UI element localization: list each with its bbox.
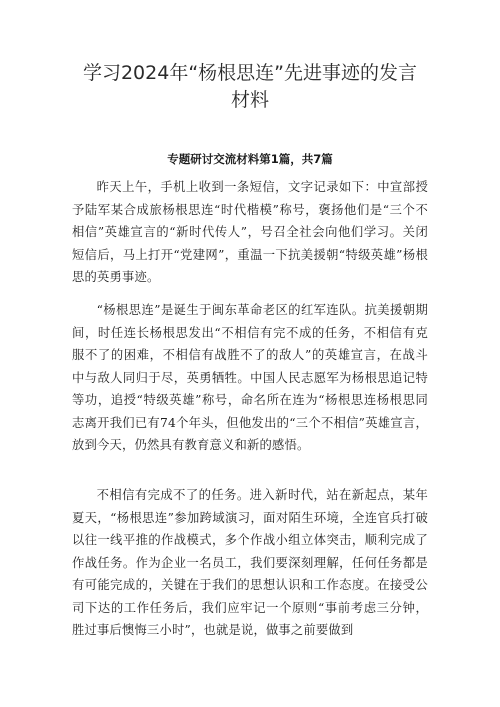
document-title [70,60,430,114]
document-title-line-1: 学习2024年“杨根思连”先进事迹的发言 [82,62,418,84]
document-subtitle: 专题研讨交流材料第1篇，共7篇 [167,152,333,166]
paragraph-2: “杨根思连”是诞生于闽东革命老区的红军连队。抗美援朝期间，时任连长杨根思发出“不相信有完不成的任务，不相信有克服不了的困难，不相信有战胜不了的敌人”的英雄宣言，在战斗中与敌人同归于尽，英勇牺牲。中国人民志愿军为杨根思追记特等功，追授“特级英雄”称号，命名所在连为“杨根思连杨根思同志离开我们已有74个年头，但他发出的“三个不相信”英雄宣言，放到今天，仍然具有教育意义和新的感悟。 [72,303,428,452]
document-title-line-2: 材料 [230,89,269,111]
paragraph-1: 昨天上午，手机上收到一条短信，文字记录如下：中宣部授予陆军某合成旅杨根思连“时代楷模”称号，褒扬他们是“三个不相信”英雄宣言的“新时代传人”，号召全社会向他们学习。关闭短信后，马上打开“党建网”，重温一下抗美援朝“特级英雄”杨根思的英勇事迹。 [72,180,428,284]
paragraph-3: 不相信有完成不了的任务。进入新时代，站在新起点，某年夏天，“杨根思连”参加跨域演习，面对陌生环境，全连官兵打破以往一线平推的作战模式，多个作战小组立体突击，顺利完成了作战任务。作为企业一名员工，我们要深刻理解，任何任务都是有可能完成的，关键在于我们的思想认识和工作态度。在接受公司下达的工作任务后，我们应牢记一个原则“事前考虑三分钟，胜过事后懊悔三小时”，也就是说，做事之前要做到 [72,488,428,637]
